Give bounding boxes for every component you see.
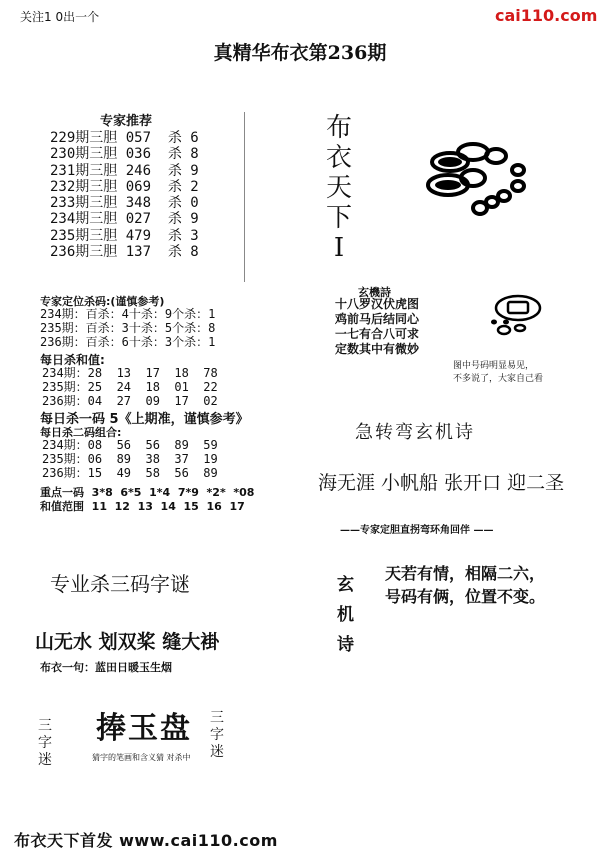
- char: 迷: [210, 744, 224, 760]
- poem-line: 天若有情，相隔二六，: [385, 564, 546, 583]
- expert-picks-title: 专家推荐: [100, 114, 153, 129]
- riddle-center-word: 捧玉盘: [96, 711, 192, 746]
- poem-line: 定数其中有微妙: [335, 342, 420, 356]
- puzzle-image-icon: [470, 292, 550, 356]
- riddle-words: 山无水 划双桨 缝大褂: [35, 631, 220, 653]
- three-char-riddle-left: [38, 718, 52, 769]
- expert-picks-list: [50, 130, 199, 260]
- daily-sum-title: 每日杀和值:: [40, 353, 105, 367]
- xuanji-poem: [335, 297, 419, 357]
- list-item: 234期：28 13 17 18 78: [42, 366, 218, 380]
- three-char-riddle-right: [210, 710, 224, 761]
- list-item: 229期三胆 057 杀 6: [50, 130, 199, 146]
- riddle-drawing-icon: [418, 130, 538, 230]
- xuan-vertical-title: [337, 570, 354, 660]
- list-item: 232期三胆 069 杀 2: [50, 178, 199, 195]
- list-item: 236期三胆 137 杀 8: [50, 244, 199, 261]
- list-item: 236期：04 27 09 17 02: [42, 394, 218, 408]
- position-kill-title: 专家定位杀码:(谨慎参考): [40, 295, 165, 308]
- poem-line: 一七有合八可求: [335, 327, 420, 341]
- image-caption: [453, 360, 543, 386]
- xuanji-title: 玄機詩: [358, 286, 391, 299]
- poem-line: 鸡前马后结同心: [335, 312, 420, 326]
- char: 诗: [337, 635, 354, 655]
- list-item: 235期：百杀：3十杀：5个杀：8: [40, 321, 216, 335]
- caption-line: 图中号码明显易见，: [453, 361, 535, 371]
- list-item: 230期三胆 036 杀 8: [50, 146, 199, 163]
- char: 字: [210, 727, 224, 743]
- poem-line: 号码有俩，位置不变。: [385, 587, 546, 606]
- char: 机: [337, 605, 354, 625]
- jizhuan-title: 急转弯玄机诗: [355, 422, 475, 443]
- char: 布: [326, 113, 353, 143]
- char: 天: [326, 173, 353, 203]
- char: 三: [38, 718, 52, 734]
- two-code-list: [42, 438, 218, 480]
- list-item: 234期：08 56 56 89 59: [42, 438, 218, 452]
- buyi-vertical-title: [326, 113, 352, 263]
- xuan-poem: [385, 562, 545, 608]
- char: 衣: [326, 143, 353, 173]
- char: 字: [38, 735, 52, 751]
- list-item: 234期：百杀：4十杀：9个杀：1: [40, 307, 216, 321]
- list-item: 233期三胆 348 杀 0: [50, 195, 199, 212]
- list-item: 236期：百杀：6十杀：3个杀：1: [40, 335, 216, 349]
- page-title: 真精华布衣第236期: [213, 42, 387, 64]
- position-kill-list: [40, 307, 215, 349]
- site-logo[interactable]: cai110.com: [495, 6, 598, 25]
- char: 迷: [38, 752, 52, 768]
- expert-gall-line: ——专家定胆直拐弯环角回伴 ——: [340, 525, 494, 536]
- list-item: 235期：06 89 38 37 19: [42, 452, 218, 466]
- char: 下: [326, 203, 353, 233]
- hai-line: 海无涯 小帆船 张开口 迎二圣: [318, 472, 565, 494]
- caption-line: 不多说了，大家自己看: [453, 374, 544, 384]
- sum-range-line: 和值范围 11 12 13 14 15 16 17: [40, 500, 245, 513]
- char: I: [333, 233, 345, 263]
- list-item: 234期三胆 027 杀 9: [50, 211, 199, 228]
- daily-sum-list: [42, 366, 218, 408]
- buyi-one-line: 布衣一句：蓝田日暖玉生烟: [40, 661, 172, 674]
- daily-one-code: 每日杀一码 5《上期准，谨慎参考》: [40, 412, 249, 427]
- list-item: 236期：15 49 58 56 89: [42, 466, 218, 480]
- two-code-title: 每日杀二码组合:: [40, 426, 122, 439]
- riddle-hint: 猜字的笔画和含义猜 对杀中: [92, 753, 191, 762]
- list-item: 235期三胆 479 杀 3: [50, 227, 199, 244]
- divider: [244, 112, 245, 282]
- bottom-banner: 布衣天下首发 www.cai110.com: [14, 831, 278, 850]
- list-item: 235期：25 24 18 01 22: [42, 380, 218, 394]
- list-item: 231期三胆 246 杀 9: [50, 162, 199, 179]
- char: 玄: [337, 575, 354, 595]
- char: 三: [210, 710, 224, 726]
- key-code-line: 重点一码 3*8 6*5 1*4 7*9 *2* *08: [40, 486, 255, 499]
- kill-three-title: 专业杀三码字谜: [50, 572, 190, 596]
- poem-line: 十八罗汉伏虎图: [335, 297, 420, 311]
- top-note: 关注1 0出一个: [20, 10, 100, 24]
